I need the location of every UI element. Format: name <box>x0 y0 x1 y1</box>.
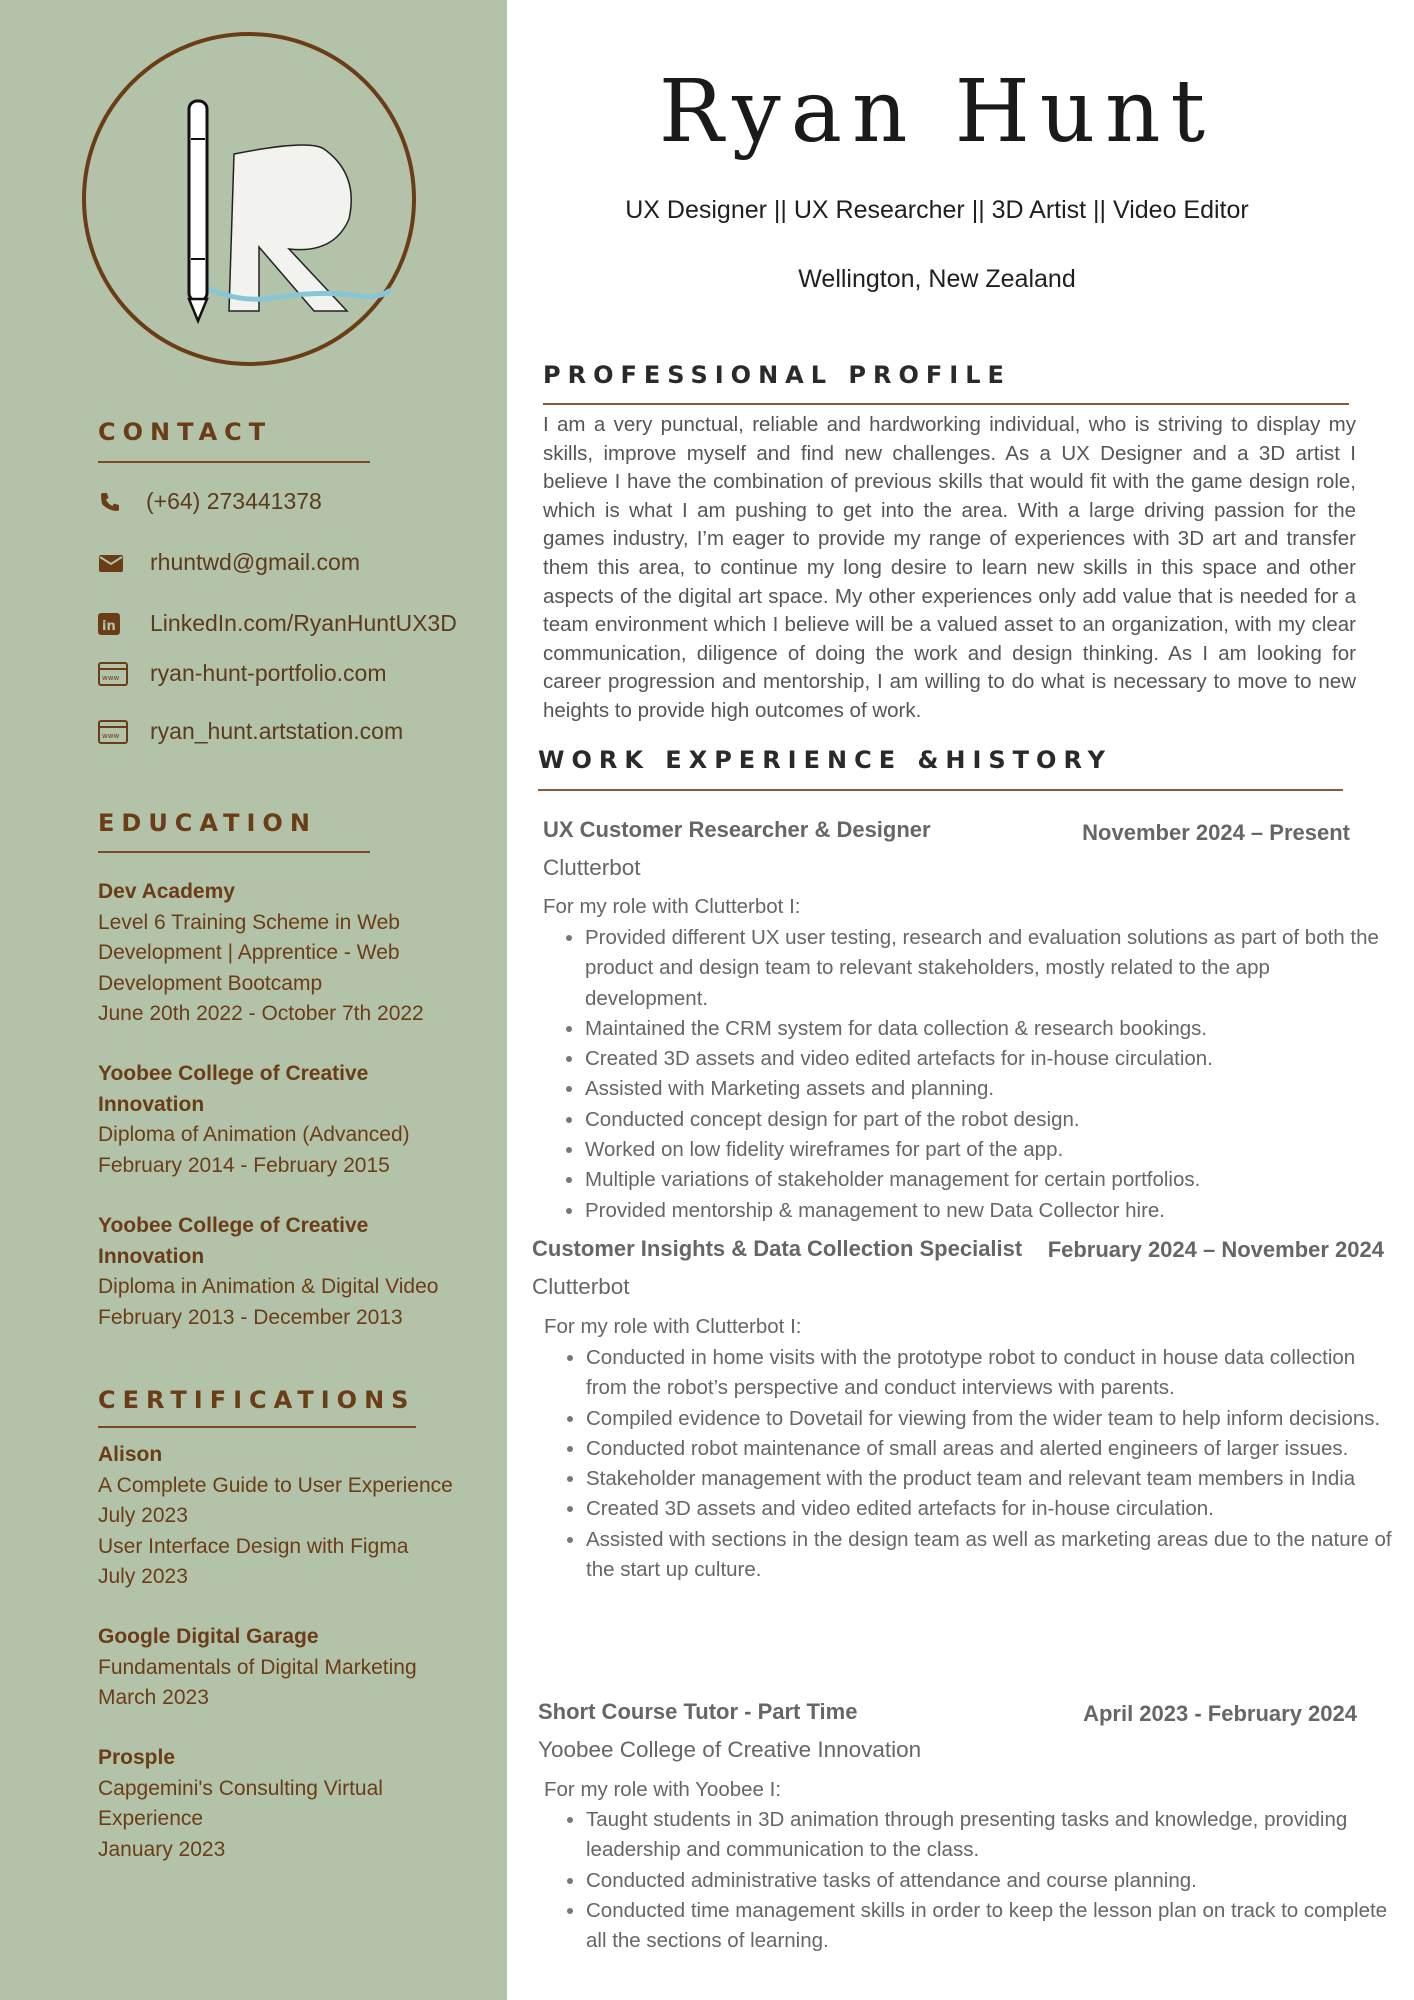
contact-artstation[interactable] <box>98 718 403 745</box>
job-bullet: • Created 3D assets and video edited artefacts for in-house circulation. <box>586 1494 1394 1524</box>
job-company: Clutterbot <box>532 1274 630 1299</box>
job-bullet: • Created 3D assets and video edited artefacts for in-house circulation. <box>585 1044 1393 1074</box>
job-bullet: • Conducted time management skills in order to keep the lesson plan on track to complete all the sections of learning. <box>586 1896 1394 1957</box>
job-title: UX Customer Researcher & Designer <box>543 817 931 842</box>
job-dates: February 2024 – November 2024 <box>1047 1237 1384 1262</box>
job-bullet: • Worked on low fidelity wireframes for part of the app. <box>585 1135 1393 1165</box>
linkedin-text: LinkedIn.com/RyanHuntUX3D <box>150 610 457 636</box>
phone-icon <box>98 489 128 515</box>
contact-linkedin[interactable] <box>98 610 457 637</box>
job-bullets <box>543 923 1393 1226</box>
education-entry <box>98 877 468 1030</box>
job-intro: For my role with Yoobee I: <box>544 1778 782 1801</box>
contact-portfolio[interactable] <box>98 660 387 687</box>
svg-text:in: in <box>102 618 116 634</box>
job-bullet: • Stakeholder management with the product team and relevant team members in India <box>586 1464 1394 1494</box>
education-line: Development | Apprentice - Web <box>98 941 400 964</box>
job-dates: April 2023 - February 2024 <box>1083 1701 1357 1726</box>
profile-divider <box>543 403 1349 405</box>
education-dates: February 2013 - December 2013 <box>98 1305 403 1329</box>
education-heading: EDUCATION <box>98 809 317 837</box>
job-bullets <box>544 1805 1394 1956</box>
job-intro: For my role with Clutterbot I: <box>543 895 801 918</box>
certification-org: Prosple <box>98 1746 176 1769</box>
certification-org: Google Digital Garage <box>98 1625 319 1648</box>
logo-monogram <box>79 29 419 369</box>
job-bullet: • Multiple variations of stakeholder management for certain portfolios. <box>585 1165 1393 1195</box>
certification-line: January 2023 <box>98 1837 226 1861</box>
certification-line: March 2023 <box>98 1686 209 1709</box>
education-entry <box>98 1059 468 1181</box>
job-dates: November 2024 – Present <box>1082 820 1350 845</box>
education-entry <box>98 1211 468 1333</box>
job-bullet: • Conducted in home visits with the prototype robot to conduct in house data collection from the robot’s perspective and conduct interviews with parents. <box>586 1343 1394 1404</box>
certification-entry <box>98 1622 468 1714</box>
email-text: rhuntwd@gmail.com <box>150 549 360 575</box>
contact-email[interactable] <box>98 549 360 576</box>
education-line: Level 6 Training Scheme in Web <box>98 910 400 934</box>
education-line: Diploma in Animation & Digital Video <box>98 1275 439 1298</box>
job-title: Customer Insights & Data Collection Specialist <box>532 1236 1023 1261</box>
profile-heading: PROFESSIONAL PROFILE <box>543 361 1011 389</box>
svg-text:www: www <box>102 673 120 682</box>
job-bullet: • Taught students in 3D animation through presenting tasks and knowledge, providing leadership and communication to the class. <box>586 1805 1394 1866</box>
certifications-divider <box>98 1426 416 1428</box>
certifications-heading: CERTIFICATIONS <box>98 1386 416 1414</box>
education-org: Dev Academy <box>98 880 235 903</box>
job-bullet: • Assisted with sections in the design team as well as marketing areas due to the nature of the start up culture. <box>586 1525 1394 1586</box>
education-dates: February 2014 - February 2015 <box>98 1153 390 1177</box>
job-bullets <box>544 1343 1394 1585</box>
job-bullet: • Maintained the CRM system for data collection & research bookings. <box>585 1014 1393 1044</box>
job-company: Clutterbot <box>543 855 641 880</box>
education-org: Yoobee College of Creative <box>98 1062 369 1085</box>
certification-line: July 2023 <box>98 1504 188 1527</box>
certification-line: Fundamentals of Digital Marketing <box>98 1655 417 1679</box>
certification-line: July 2023 <box>98 1565 188 1588</box>
education-line: Diploma of Animation (Advanced) <box>98 1123 410 1146</box>
education-dates: June 20th 2022 - October 7th 2022 <box>98 1002 424 1025</box>
job-intro: For my role with Clutterbot I: <box>544 1315 802 1338</box>
work-heading: WORK EXPERIENCE &HISTORY <box>538 746 1112 774</box>
job-company: Yoobee College of Creative Innovation <box>538 1737 922 1762</box>
job-title: Short Course Tutor - Part Time <box>538 1699 858 1724</box>
candidate-name: Ryan Hunt <box>658 62 1216 162</box>
certification-line: A Complete Guide to User Experience <box>98 1473 453 1497</box>
certification-entry <box>98 1440 468 1593</box>
web-icon <box>98 661 128 687</box>
certification-entry <box>98 1743 468 1865</box>
certification-line: Capgemini's Consulting Virtual <box>98 1776 383 1800</box>
phone-text: (+64) 273441378 <box>146 488 322 514</box>
education-org: Innovation <box>98 1092 205 1116</box>
contact-divider <box>98 461 370 463</box>
education-line: Development Bootcamp <box>98 971 323 995</box>
tagline: UX Designer || UX Researcher || 3D Artist || Video Editor <box>625 196 1249 224</box>
job-bullet: • Conducted concept design for part of the robot design. <box>585 1105 1393 1135</box>
portfolio-text: ryan-hunt-portfolio.com <box>150 660 387 686</box>
job-bullet: • Compiled evidence to Dovetail for viewing from the wider team to help inform decisions. <box>586 1404 1394 1434</box>
contact-heading: CONTACT <box>98 418 273 446</box>
mail-icon <box>98 550 128 576</box>
job-bullet: • Conducted administrative tasks of attendance and course planning. <box>586 1866 1394 1896</box>
job-bullet: • Assisted with Marketing assets and planning. <box>585 1074 1393 1104</box>
certification-line: User Interface Design with Figma <box>98 1534 409 1558</box>
education-org: Yoobee College of Creative <box>98 1214 369 1237</box>
certification-org: Alison <box>98 1443 163 1466</box>
artstation-text: ryan_hunt.artstation.com <box>150 718 404 744</box>
contact-phone[interactable] <box>98 488 322 515</box>
work-divider <box>538 789 1343 791</box>
svg-text:www: www <box>102 731 120 740</box>
profile-text: I am a very punctual, reliable and hardworking individual, who is striving to display my skills, improve myself and find new challenges. As a UX Designer and a 3D artist I believe I have the combination of previous skills that would fit with the game design role, which is what I am pushing to get into the area. With a large driving passion for the games industry, I’m eager to provide my range of experiences with 3D art and transfer them this area, to continue my long desire to learn new skills in this space and other aspects of the digital art space. My other experiences only add value that is needed for a team environment which I believe will be a valued asset to an organization, with my clear communication, diligence of doing the work and design thinking. As I am looking for career progression and mentorship, I am willing to do what is necessary to move to new heights to provide high outcomes of work. <box>543 413 1356 722</box>
linkedin-icon <box>98 611 128 637</box>
certification-line: Experience <box>98 1807 204 1830</box>
job-bullet: • Provided different UX user testing, research and evaluation solutions as part of both the product and design team to relevant stakeholders, mostly related to the app development. <box>585 923 1393 1014</box>
web-icon <box>98 719 128 745</box>
education-divider <box>98 851 370 853</box>
education-org: Innovation <box>98 1244 205 1268</box>
job-bullet: • Provided mentorship & management to new Data Collector hire. <box>585 1196 1393 1226</box>
location: Wellington, New Zealand <box>798 265 1076 293</box>
job-bullet: • Conducted robot maintenance of small areas and alerted engineers of larger issues. <box>586 1434 1394 1464</box>
